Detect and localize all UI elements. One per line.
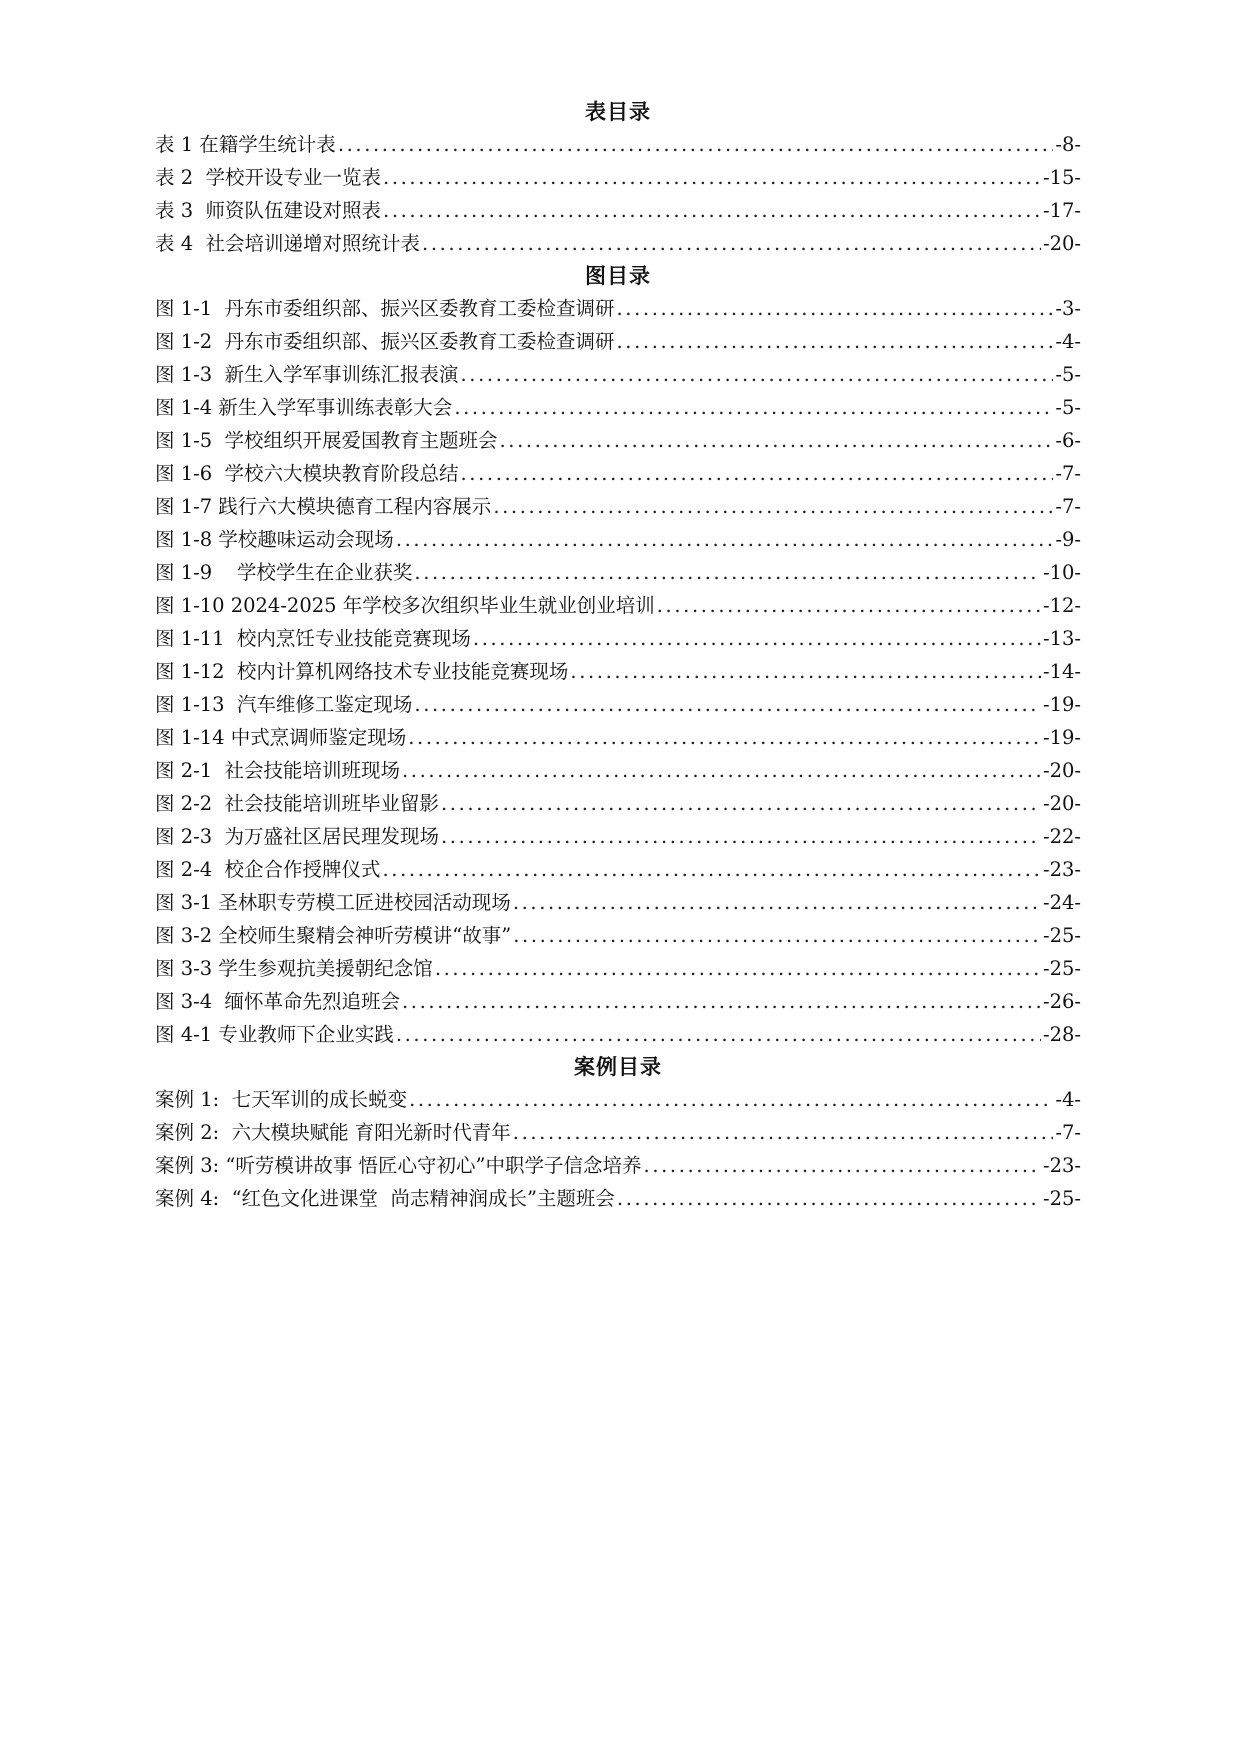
- dot-leader: [617, 292, 1054, 325]
- toc-entry-title: 案例 3: “听劳模讲故事 悟匠心守初心”中职学子信念培养: [155, 1154, 642, 1177]
- toc-entry-title: 图 2-2 社会技能培训班毕业留影: [155, 792, 439, 815]
- dot-leader: [617, 1182, 1041, 1215]
- toc-entry-title: 案例 4: “红色文化进课堂 尚志精神润成长”主题班会: [155, 1187, 615, 1210]
- toc-entry: [155, 985, 1081, 1018]
- toc-entry: [155, 1116, 1081, 1149]
- toc-entry-title: 图 1-7 践行六大模块德育工程内容展示: [155, 495, 492, 518]
- toc-entry-page-number: -23-: [1043, 1154, 1081, 1177]
- toc-entry-title: 图 3-2 全校师生聚精会神听劳模讲“故事”: [155, 924, 512, 947]
- dot-leader: [383, 161, 1041, 194]
- dot-leader: [513, 886, 1041, 919]
- toc-entry: [155, 1149, 1081, 1182]
- toc-entry-title: 图 1-1 丹东市委组织部、振兴区委教育工委检查调研: [155, 297, 615, 320]
- tables-section-heading: 表目录: [585, 99, 651, 124]
- toc-entry-title: 图 1-4 新生入学军事训练表彰大会: [155, 396, 453, 419]
- toc-entry-title: 图 1-9 学校学生在企业获奖: [155, 561, 413, 584]
- toc-entry: [155, 128, 1081, 161]
- toc-entry: [155, 358, 1081, 391]
- dot-leader: [441, 820, 1041, 853]
- toc-entry-title: 图 1-5 学校组织开展爱国教育主题班会: [155, 429, 498, 452]
- toc-entry: [155, 457, 1081, 490]
- toc-entry-title: 图 1-12 校内计算机网络技术专业技能竞赛现场: [155, 660, 569, 683]
- dot-leader: [513, 919, 1041, 952]
- dot-leader: [396, 1018, 1041, 1051]
- dot-leader: [414, 556, 1041, 589]
- toc-entry-page-number: -7-: [1055, 495, 1081, 518]
- figures-section-heading: 图目录: [585, 263, 651, 288]
- dot-leader: [409, 1083, 1053, 1116]
- toc-entry-page-number: -8-: [1055, 133, 1081, 156]
- toc-entry-title: 图 1-14 中式烹调师鉴定现场: [155, 726, 407, 749]
- toc-entry-page-number: -28-: [1043, 1023, 1081, 1046]
- toc-entry: [155, 787, 1081, 820]
- dot-leader: [414, 688, 1041, 721]
- toc-entry-page-number: -9-: [1055, 528, 1081, 551]
- toc-entry-page-number: -15-: [1043, 166, 1081, 189]
- toc-entry: [155, 161, 1081, 194]
- toc-entry-page-number: -5-: [1055, 363, 1081, 386]
- toc-entry-page-number: -19-: [1043, 726, 1081, 749]
- toc-entry-page-number: -19-: [1043, 693, 1081, 716]
- dot-leader: [513, 1116, 1054, 1149]
- toc-entry-title: 表 2 学校开设专业一览表: [155, 166, 382, 189]
- toc-entry-page-number: -12-: [1043, 594, 1081, 617]
- dot-leader: [461, 457, 1054, 490]
- toc-entry-page-number: -20-: [1043, 232, 1081, 255]
- toc-entry-page-number: -25-: [1043, 1187, 1081, 1210]
- toc-entry-page-number: -4-: [1055, 330, 1081, 353]
- toc-entry-title: 图 1-11 校内烹饪专业技能竞赛现场: [155, 627, 471, 650]
- dot-leader: [617, 325, 1054, 358]
- dot-leader: [396, 523, 1054, 556]
- toc-entry-page-number: -13-: [1043, 627, 1081, 650]
- toc-entry: [155, 1182, 1081, 1215]
- toc-entry: [155, 556, 1081, 589]
- toc-entry-title: 表 3 师资队伍建设对照表: [155, 199, 382, 222]
- dot-leader: [408, 721, 1041, 754]
- dot-leader: [402, 985, 1041, 1018]
- toc-entry: [155, 1018, 1081, 1051]
- toc-entry-page-number: -3-: [1055, 297, 1081, 320]
- toc-entry-page-number: -7-: [1055, 462, 1081, 485]
- toc-entry-page-number: -7-: [1055, 1121, 1081, 1144]
- toc-entry-page-number: -4-: [1055, 1088, 1081, 1111]
- toc-entry-title: 图 3-3 学生参观抗美援朝纪念馆: [155, 957, 433, 980]
- dot-leader: [500, 424, 1054, 457]
- toc-entry: [155, 919, 1081, 952]
- toc-entry-page-number: -24-: [1043, 891, 1081, 914]
- toc-entry-title: 图 4-1 专业教师下企业实践: [155, 1023, 394, 1046]
- toc-entry-title: 图 1-10 2024-2025 年学校多次组织毕业生就业创业培训: [155, 594, 655, 617]
- toc-entry-title: 图 2-4 校企合作授牌仪式: [155, 858, 381, 881]
- dot-leader: [422, 227, 1041, 260]
- toc-entry-page-number: -22-: [1043, 825, 1081, 848]
- toc-entry-page-number: -14-: [1043, 660, 1081, 683]
- dot-leader: [644, 1149, 1041, 1182]
- cases-list: [155, 1083, 1081, 1215]
- toc-entry: [155, 622, 1081, 655]
- dot-leader: [461, 358, 1054, 391]
- toc-entry-page-number: -20-: [1043, 759, 1081, 782]
- toc-entry: [155, 820, 1081, 853]
- dot-leader: [383, 853, 1042, 886]
- dot-leader: [493, 490, 1053, 523]
- toc-entry: [155, 589, 1081, 622]
- toc-entry-title: 案例 1: 七天军训的成长蜕变: [155, 1088, 408, 1111]
- dot-leader: [570, 655, 1041, 688]
- cases-section-heading: 案例目录: [574, 1054, 662, 1079]
- toc-entry-title: 案例 2: 六大模块赋能 育阳光新时代青年: [155, 1121, 511, 1144]
- dot-leader: [657, 589, 1041, 622]
- toc-entry: [155, 853, 1081, 886]
- toc-entry-title: 图 1-6 学校六大模块教育阶段总结: [155, 462, 459, 485]
- toc-entry-page-number: -6-: [1055, 429, 1081, 452]
- toc-entry: [155, 194, 1081, 227]
- toc-entry-page-number: -5-: [1055, 396, 1081, 419]
- toc-entry-page-number: -25-: [1043, 924, 1081, 947]
- toc-entry-title: 表 4 社会培训递增对照统计表: [155, 232, 421, 255]
- dot-leader: [454, 391, 1053, 424]
- dot-leader: [435, 952, 1041, 985]
- dot-leader: [402, 754, 1041, 787]
- toc-entry: [155, 424, 1081, 457]
- toc-entry: [155, 655, 1081, 688]
- toc-entry-page-number: -25-: [1043, 957, 1081, 980]
- toc-entry-title: 图 2-1 社会技能培训班现场: [155, 759, 400, 782]
- toc-entry: [155, 523, 1081, 556]
- toc-entry: [155, 490, 1081, 523]
- dot-leader: [338, 128, 1054, 161]
- dot-leader: [383, 194, 1041, 227]
- toc-entry: [155, 754, 1081, 787]
- toc-entry: [155, 1083, 1081, 1116]
- toc-entry: [155, 721, 1081, 754]
- toc-entry-page-number: -26-: [1043, 990, 1081, 1013]
- toc-entry: [155, 952, 1081, 985]
- toc-entry: [155, 227, 1081, 260]
- dot-leader: [473, 622, 1041, 655]
- toc-entry-page-number: -20-: [1043, 792, 1081, 815]
- figures-list: [155, 292, 1081, 1051]
- toc-entry-page-number: -23-: [1043, 858, 1081, 881]
- toc-entry-title: 图 2-3 为万盛社区居民理发现场: [155, 825, 439, 848]
- table-of-contents: [155, 96, 1081, 1215]
- toc-entry-title: 表 1 在籍学生统计表: [155, 133, 336, 156]
- toc-entry-title: 图 3-1 圣林职专劳模工匠进校园活动现场: [155, 891, 511, 914]
- toc-entry: [155, 391, 1081, 424]
- tables-list: [155, 128, 1081, 260]
- toc-entry-page-number: -10-: [1043, 561, 1081, 584]
- toc-entry-title: 图 1-8 学校趣味运动会现场: [155, 528, 394, 551]
- toc-entry: [155, 886, 1081, 919]
- toc-entry-title: 图 1-2 丹东市委组织部、振兴区委教育工委检查调研: [155, 330, 615, 353]
- toc-entry: [155, 688, 1081, 721]
- toc-entry: [155, 292, 1081, 325]
- toc-entry: [155, 325, 1081, 358]
- toc-entry-title: 图 1-3 新生入学军事训练汇报表演: [155, 363, 459, 386]
- toc-entry-page-number: -17-: [1043, 199, 1081, 222]
- toc-entry-title: 图 3-4 缅怀革命先烈追班会: [155, 990, 400, 1013]
- dot-leader: [441, 787, 1041, 820]
- toc-entry-title: 图 1-13 汽车维修工鉴定现场: [155, 693, 413, 716]
